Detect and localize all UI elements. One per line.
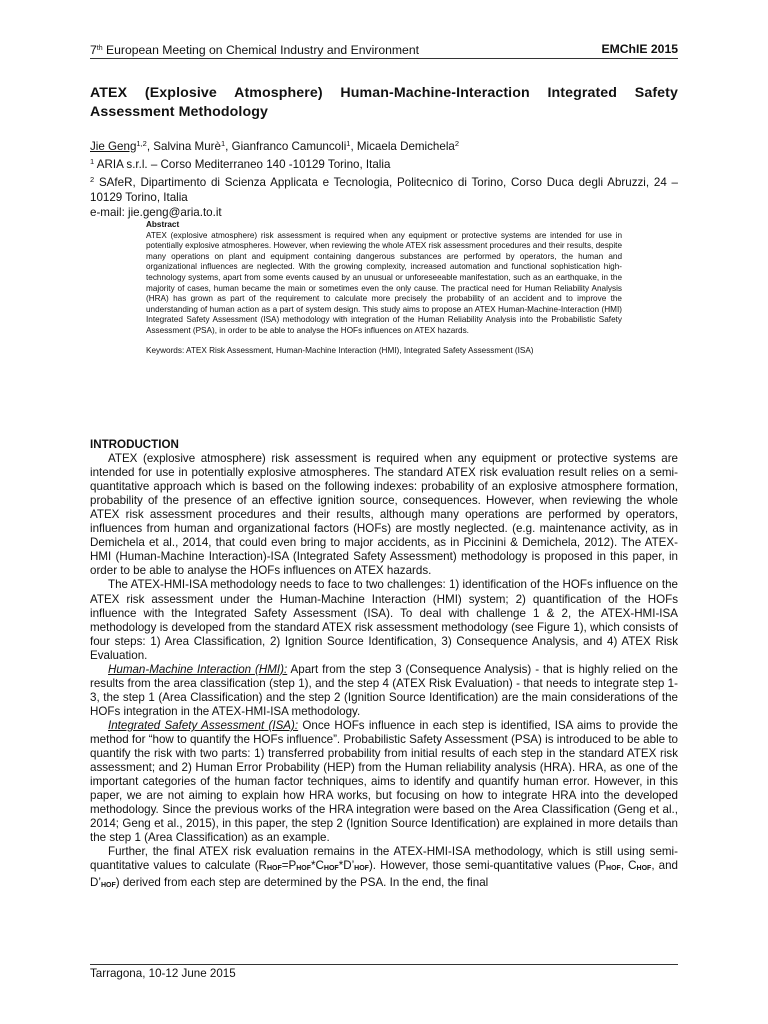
paragraph-5-text-c: *C: [311, 859, 324, 873]
affiliation-1: [90, 154, 678, 172]
author-2-affiliation: 1: [220, 139, 226, 148]
affiliation-2: [90, 172, 678, 205]
contact-email: e-mail: jie.geng@aria.to.it: [90, 206, 222, 219]
paragraph-5-text-f: , C: [620, 859, 637, 873]
meeting-name: [90, 40, 419, 59]
subscript-hof: HOF: [636, 865, 652, 873]
section-heading: INTRODUCTION: [90, 438, 179, 451]
paragraph-5-text-g: , and D’: [90, 859, 678, 890]
subscript-hof: HOF: [266, 865, 282, 873]
paragraph-5-text-d: *D’: [338, 859, 355, 873]
author-block: [90, 136, 678, 220]
paragraph-3: [90, 663, 678, 719]
affiliation-2-text: SAfeR, Dipartimento di Scienza Applicata e Tecnologia, Politecnico di Torino, Corso Duca degli Abruzzi, 24 – 10129 Torino, Italia: [90, 176, 678, 204]
paragraph-5-text-h: ) derived from each step are determined by the PSA. In the end, the final: [115, 876, 489, 890]
author-4: , Micaela Demichela: [350, 140, 455, 153]
author-1-affiliation: 1,2: [136, 139, 147, 148]
affiliation-1-text: ARIA s.r.l. – Corso Mediterraneo 140 -10129 Torino, Italia: [94, 158, 391, 171]
subscript-hof: HOF: [606, 865, 621, 873]
abstract-heading: Abstract: [146, 220, 180, 229]
subscript-hof: HOF: [354, 865, 369, 873]
paragraph-4: [90, 719, 678, 845]
abstract: [146, 220, 622, 356]
author-3: , Gianfranco Camuncoli: [225, 140, 347, 153]
paragraph-5: [90, 845, 678, 893]
paragraph-5-text-e: ). However, those semi-quantitative values (P: [368, 859, 607, 873]
subscript-hof: HOF: [296, 865, 312, 873]
footer-location-date: Tarragona, 10-12 June 2015: [90, 967, 236, 980]
isa-label: Integrated Safety Assessment (ISA):: [108, 718, 299, 732]
paragraph-1: ATEX (explosive atmosphere) risk assessment is required when any equipment or protective systems are intended for use in potentially explosive atmospheres. The standard ATEX risk evaluation result relies on a semi-quantitative approach which is based on the following indexes: probability of an explosive atmosphere formation, probability of the presence of an effective ignition source, consequences. However, when reviewing the whole ATEX risk assessment procedures and their results, although many operations are performed by operators, influences from human and organizational factors (HOFs) are mostly neglected. (e.g. maintenance activity, as in Demichela et al., 2014, that could even bring to major accidents, as in Piccinini & Demichela, 2012). The ATEX-HMI (Human-Machine Interaction)-ISA (Integrated Safety Assessment) methodology is proposed in this paper, in order to be able to analyse the HOFs influences on ATEX hazards.: [90, 452, 678, 578]
page-header: [90, 40, 678, 59]
abstract-text: ATEX (explosive atmosphere) risk assessment is required when any equipment or protective systems are intended for use in potentially explosive atmospheres. However, when reviewing the whole ATEX risk assessment procedures and their results, despite many operations on plant and equipment containing dangerous substances are performed by operators, the human and organizational influences are neglected. With the growing complexity, increased automation and functional sophistication high-technology systems, apart from some events caused by an unusual or unforeseeable manifestation, such as an earthquake, in the majority of cases, human became the main or sometimes even the only cause. The practical need for Human Reliability Analysis (HRA) has grown as part of the requirement to calculate more precisely the probability of an accident and to improve the understanding of human action as a part of system design. This study aims to propose an ATEX Human-Machine-Interaction (HMI) Integrated Safety Assessment (ISA) methodology with integration of the Human Reliability Analysis into the Probabilistic Safety Assessment (PSA), in order to be able to analyse the HOFs influences on ATEX hazards.: [146, 230, 622, 335]
page-footer: [90, 964, 678, 981]
meeting-ordinal: 7: [90, 43, 97, 57]
author-3-affiliation: 1: [346, 139, 351, 148]
paragraph-5-text-b: =P: [281, 859, 297, 873]
paragraph-4-text: Once HOFs influence in each step is identified, ISA aims to provide the method for “how to quantify the HOFs influence”. Probabilistic Safety Assessment (PSA) is introduced to be able to quantify the risk with two parts: 1) transferred probability from initial results of each step in the standard ATEX risk assessment; and 2) Human Error Probability (HEP) from the Human reliability analysis (HRA). HRA, as one of the important categories of the human factor techniques, aims to identify and quantify human error. However, in this paper, we are not aiming to explain how HRA works, but focusing on how to integrate HRA into the developed methodology. Since the previous works of the HRA integration were based on the Area Classification (Geng et al., 2014; Geng et al., 2015), in this paper, the step 2 (Ignition Source Identification) are explained in more details than the step 1 (Area Classification) as an example.: [90, 718, 678, 845]
author-4-affiliation: 2: [454, 139, 460, 148]
author-2: , Salvina Murè: [146, 140, 221, 153]
keywords: Keywords: ATEX Risk Assessment, Human-Machine Interaction (HMI), Integrated Safety Assessment (ISA): [146, 345, 534, 355]
paper-title: ATEX (Explosive Atmosphere) Human-Machine-Interaction Integrated Safety Assessment Methodology: [90, 85, 678, 120]
affiliation-2-marker: 2: [90, 175, 95, 184]
conference-short-name: EMChIE 2015: [601, 42, 678, 56]
hmi-label: Human-Machine Interaction (HMI):: [108, 662, 288, 676]
meeting-ordinal-suffix: th: [96, 45, 103, 52]
introduction-section: [90, 438, 678, 894]
subscript-hof: HOF: [323, 865, 339, 873]
paragraph-5-text-a: Further, the final ATEX risk evaluation remains in the ATEX-HMI-ISA methodology, which is still using semi-quantitative values to calculate (R: [90, 845, 678, 873]
paragraph-2: The ATEX-HMI-ISA methodology needs to face to two challenges: 1) identification of the HOFs influence on the ATEX risk assessment under the Human-Machine Interaction (HMI) system; 2) quantification of the HOFs influence with the Integrated Safety Assessment (ISA). To deal with challenge 1 & 2, the ATEX-HMI-ISA methodology is developed from the standard ATEX risk assessment methodology (see Figure 1), which consists of four steps: 1) Area Classification, 2) Ignition Source Identification, 3) Consequence Analysis, and 4) ATEX Risk Evaluation.: [90, 578, 678, 662]
paragraph-3-text: Apart from the step 3 (Consequence Analysis) - that is highly relied on the results from the area classification (step 1), and the step 4 (ATEX Risk Evaluation) - that needs to integrate step 1-3, the step 1 (Area Classification) and the step 2 (Ignition Source Identification) are the main considerations of the HOFs integration in the ATEX-HMI-ISA methodology.: [90, 662, 678, 718]
subscript-hof: HOF: [100, 882, 116, 890]
author-list: [90, 136, 678, 154]
author-1: Jie Geng: [90, 140, 137, 153]
meeting-title: European Meeting on Chemical Industry and Environment: [102, 43, 420, 57]
affiliation-1-marker: 1: [90, 157, 95, 166]
